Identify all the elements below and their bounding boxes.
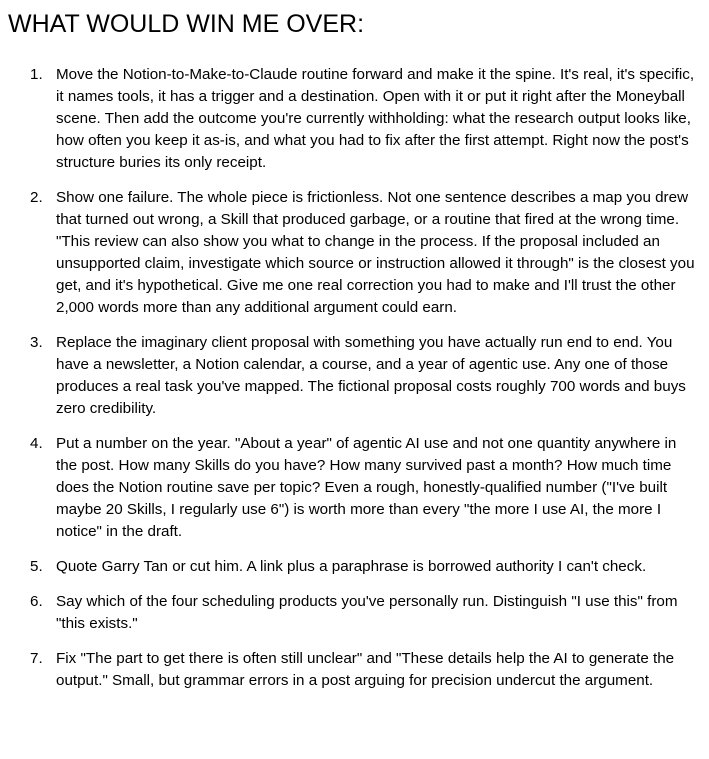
- list-item-number: 2.: [30, 189, 43, 206]
- list-item: [0, 64, 709, 174]
- list-item-number: 7.: [30, 650, 43, 667]
- list-item: [0, 433, 709, 543]
- list-item: [0, 332, 709, 420]
- list-item-number: 1.: [30, 66, 43, 83]
- list-item-text: Show one failure. The whole piece is frictionless. Not one sentence describes a map you drew that turned out wrong, a Skill that produced garbage, or a routine that fired at the wrong time. "This review can also show you what to change in the process. If the proposal included an unsupported claim, investigate which source or instruction allowed it through" is the closest you get, and it's hypothetical. Give me one real correction you had to make and I'll trust the other 2,000 words more than any additional argument could earn.: [56, 189, 695, 316]
- recommendation-list: [0, 64, 709, 705]
- list-item-text: Say which of the four scheduling products you've personally run. Distinguish "I use this" from "this exists.": [56, 593, 678, 632]
- list-item: [0, 187, 709, 319]
- list-item-number: 4.: [30, 435, 43, 452]
- list-item: [0, 648, 709, 692]
- list-item-text: Fix "The part to get there is often still unclear" and "These details help the AI to generate the output." Small, but grammar errors in a post arguing for precision undercut the argument.: [56, 650, 675, 689]
- list-item-text: Replace the imaginary client proposal with something you have actually run end to end. You have a newsletter, a Notion calendar, a course, and a year of agentic use. Any one of those produces a real task you've mapped. The fictional proposal costs roughly 700 words and buys zero credibility.: [56, 334, 686, 417]
- list-item-number: 6.: [30, 593, 43, 610]
- list-item: [0, 591, 709, 635]
- list-item: [0, 556, 709, 578]
- list-item-number: 5.: [30, 558, 43, 575]
- list-item-text: Move the Notion-to-Make-to-Claude routine forward and make it the spine. It's real, it's specific, it names tools, it has a trigger and a destination. Open with it or put it right after the Moneyball scene. Then add the outcome you're currently withholding: what the research output looks like, how often you keep it as-is, and what you had to fix after the first attempt. Right now the post's structure buries its only receipt.: [56, 66, 695, 171]
- list-item-text: Quote Garry Tan or cut him. A link plus a paraphrase is borrowed authority I can't check.: [56, 558, 647, 575]
- list-item-number: 3.: [30, 334, 43, 351]
- list-item-text: Put a number on the year. "About a year" of agentic AI use and not one quantity anywhere in the post. How many Skills do you have? How many survived past a month? How much time does the Notion routine save per topic? Even a rough, honestly-qualified number ("I've built maybe 20 Skills, I regularly use 6") is worth more than every "the more I use AI, the more I notice" in the draft.: [56, 435, 677, 540]
- page-title: WHAT WOULD WIN ME OVER:: [8, 10, 365, 38]
